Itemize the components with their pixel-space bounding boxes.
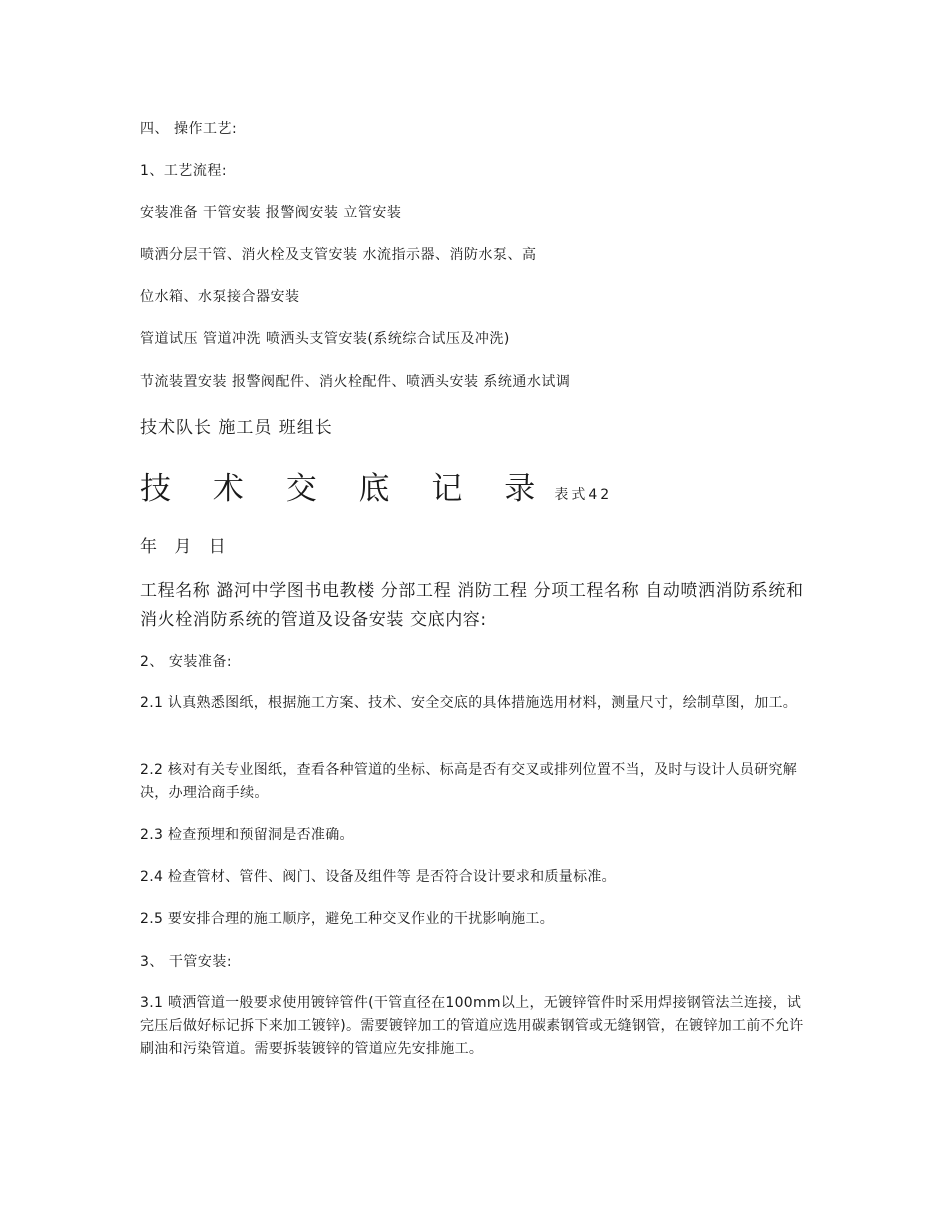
flow-line: 管道试压 管道冲洗 喷洒头支管安装(系统综合试压及冲洗) xyxy=(140,331,510,347)
process-flow-heading: 1、工艺流程: xyxy=(140,163,228,179)
flow-line: 喷洒分层干管、消火栓及支管安装 水流指示器、消防水泵、高 xyxy=(140,247,537,263)
main-pipe-item: 3.1 喷洒管道一般要求使用镀锌管件(干管直径在100mm以上，无镀锌管件时采用焊接钢管法兰连接，试完压后做好标记拆下来加工镀锌)。需要镀锌加工的管道应选用碳素钢管或无缝钢管，在镀锌加工前不允许刷油和污染管道。需要拆装镀锌的管道应先安排施工。 xyxy=(140,995,804,1057)
main-pipe-heading: 3、 干管安装: xyxy=(140,954,233,970)
flow-line: 位水箱、水泵接合器安装 xyxy=(140,289,300,305)
prep-item: 2.1 认真熟悉图纸，根据施工方案、技术、安全交底的具体措施选用材料，测量尺寸，绘制草图，加工。 xyxy=(140,695,798,711)
installation-prep-heading: 2、 安装准备: xyxy=(140,654,233,670)
record-title-row xyxy=(140,463,820,508)
form-number: 表式42 xyxy=(554,487,613,503)
record-title: 技 术 交 底 记 录 xyxy=(140,471,552,507)
prep-item: 2.2 核对有关专业图纸，查看各种管道的坐标、标高是否有交叉或排列位置不当，及时与设计人员研究解决，办理洽商手续。 xyxy=(140,762,798,801)
section-4-heading: 四、 操作工艺: xyxy=(140,121,238,137)
prep-item: 2.3 检查预埋和预留洞是否准确。 xyxy=(140,827,354,843)
date-line: 年 月 日 xyxy=(140,537,232,557)
flow-line: 安装准备 干管安装 报警阀安装 立管安装 xyxy=(140,205,402,221)
signature-roles: 技术队长 施工员 班组长 xyxy=(140,418,333,438)
prep-item: 2.5 要安排合理的施工顺序，避免工种交叉作业的干扰影响施工。 xyxy=(140,911,555,927)
prep-item: 2.4 检查管材、管件、阀门、设备及组件等 是否符合设计要求和质量标准。 xyxy=(140,869,616,885)
project-info: 工程名称 潞河中学图书电教楼 分部工程 消防工程 分项工程名称 自动喷洒消防系统和消火栓消防系统的管道及设备安装 交底内容: xyxy=(140,581,804,630)
flow-line: 节流装置安装 报警阀配件、消火栓配件、喷洒头安装 系统通水试调 xyxy=(140,374,571,390)
